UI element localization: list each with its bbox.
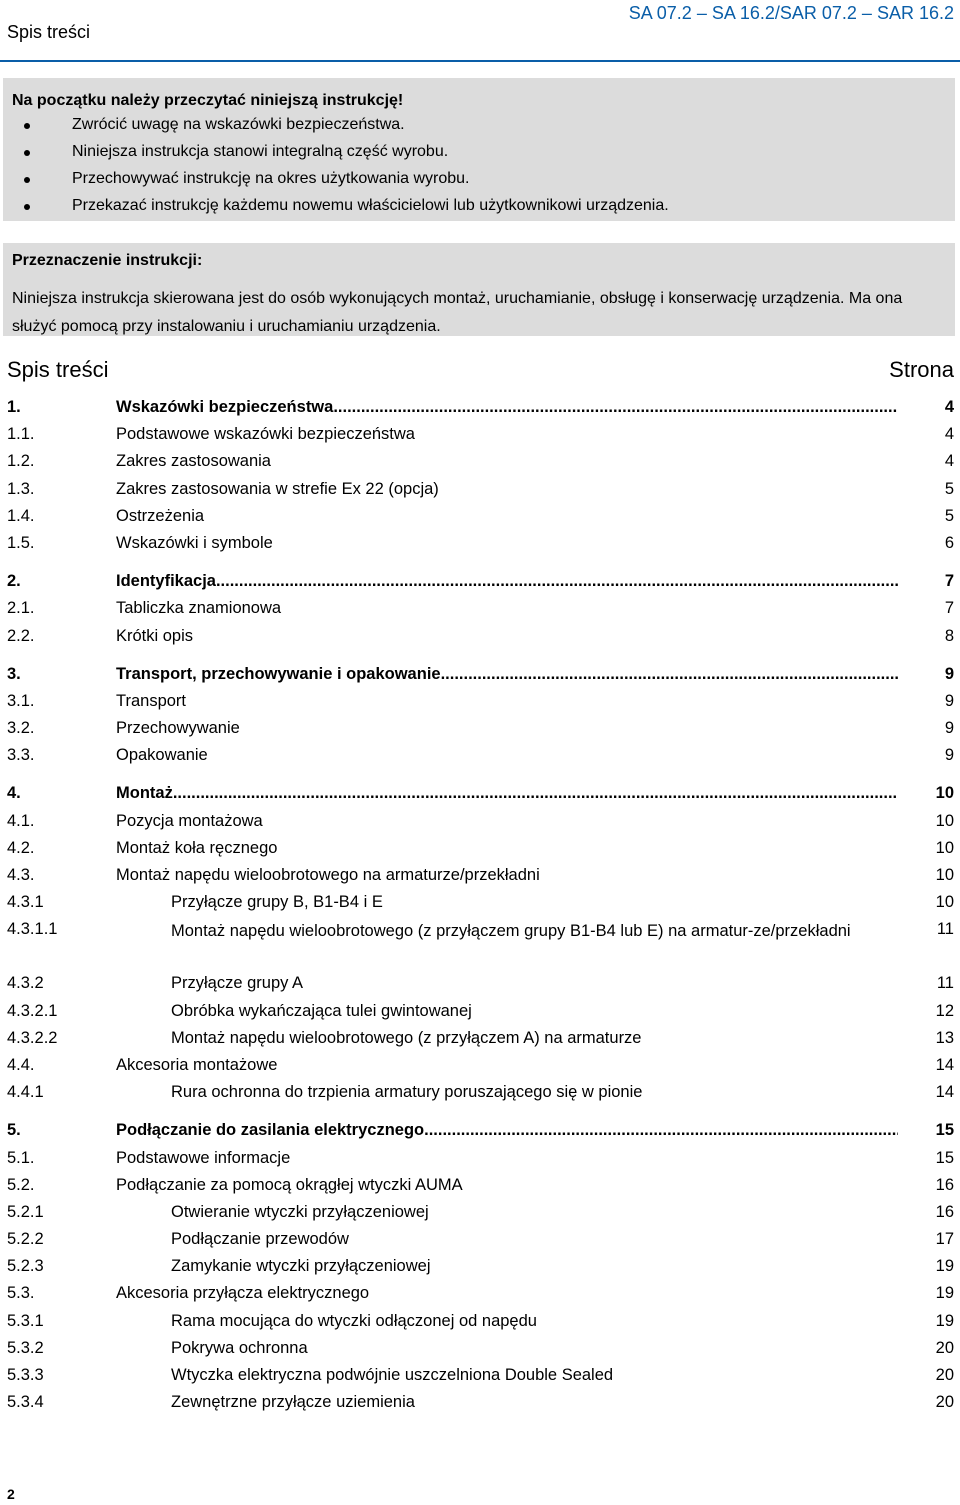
toc-entry-title: Zakres zastosowania w strefie Ex 22 (opcja) — [116, 479, 439, 498]
toc-entry-number: 5.3. — [7, 1284, 35, 1303]
toc-entry-row[interactable] — [0, 1230, 960, 1257]
toc-entry-page: 19 — [935, 1311, 954, 1330]
bullet-icon — [24, 150, 30, 156]
toc-entry-title: Otwieranie wtyczki przyłączeniowej — [171, 1202, 429, 1221]
toc-entry-page: 20 — [935, 1393, 954, 1412]
toc-entry-title: Wskazówki i symbole — [116, 533, 273, 552]
toc-entry-row[interactable] — [0, 1176, 960, 1203]
toc-chapter-row[interactable] — [0, 572, 960, 599]
toc-entry-number: 5.2.3 — [7, 1257, 44, 1276]
toc-entry-page: 11 — [936, 920, 954, 939]
toc-entry-row[interactable] — [0, 920, 960, 974]
toc-entry-number: 3. — [7, 664, 21, 683]
toc-entry-page: 15 — [935, 1148, 954, 1167]
toc-entry-page: 14 — [935, 1055, 954, 1074]
toc-entry-row[interactable] — [0, 1393, 960, 1420]
toc-entry-page: 10 — [935, 866, 954, 884]
toc-group-gap — [0, 561, 960, 572]
toc-entry-row[interactable] — [0, 746, 960, 773]
toc-entry-title: Wskazówki bezpieczeństwa ..... — [116, 398, 898, 417]
toc-entry-number: 4. — [7, 784, 21, 803]
toc-entry-page: 10 — [935, 893, 954, 912]
toc-entry-title: Zamykanie wtyczki przyłączeniowej — [171, 1257, 431, 1276]
toc-entry-title: Przyłącze grupy B, B1-B4 i E — [171, 893, 383, 912]
toc-entry-row[interactable] — [0, 1366, 960, 1393]
toc-entry-page: 7 — [944, 599, 954, 618]
toc-entry-page: 16 — [935, 1175, 954, 1194]
toc-entry-page: 7 — [944, 572, 954, 591]
purpose-title: Przeznaczenie instrukcji: — [12, 252, 203, 269]
toc-entry-page: 20 — [935, 1366, 954, 1384]
toc-entry-page: 9 — [944, 664, 954, 683]
toc-entry-number: 5.2. — [7, 1175, 35, 1194]
toc-entry-page: 20 — [935, 1338, 954, 1357]
toc-entry-number: 2.1. — [7, 599, 35, 618]
toc-entry-title: Tabliczka znamionowa — [116, 599, 282, 618]
toc-entry-number: 2.2. — [7, 626, 35, 645]
toc-entry-number: 1.2. — [7, 452, 35, 471]
toc-entry-number: 1.1. — [7, 425, 35, 444]
toc-entry-row[interactable] — [0, 452, 960, 479]
toc-entry-row[interactable] — [0, 1029, 960, 1056]
toc-entry-number: 5.2.1 — [7, 1202, 44, 1221]
toc-entry-number: 4.4. — [7, 1055, 35, 1074]
toc-entry-row[interactable] — [0, 1312, 960, 1339]
toc-entry-row[interactable] — [0, 839, 960, 866]
toc-entry-row[interactable] — [0, 893, 960, 920]
toc-entry-page: 10 — [935, 838, 954, 857]
toc-entry-title: Transport — [116, 691, 186, 710]
toc-entry-row[interactable] — [0, 1284, 960, 1311]
toc-entry-page: 16 — [935, 1202, 954, 1221]
toc-entry-page: 12 — [935, 1001, 954, 1020]
toc-entry-number: 5.1. — [7, 1148, 35, 1167]
toc-entry-number: 5.3.4 — [7, 1393, 44, 1412]
toc-entry-title: Rura ochronna do trzpienia armatury poruszającego się w pionie — [171, 1083, 643, 1102]
toc-entry-number: 4.3. — [7, 866, 35, 884]
toc-entry-page: 9 — [944, 691, 954, 710]
toc-entry-title: Zewnętrzne przyłącze uziemienia — [171, 1393, 415, 1412]
toc-entry-title: Podłączanie przewodów — [171, 1230, 349, 1249]
toc-entry-number: 3.1. — [7, 691, 35, 710]
toc-entry-row[interactable] — [0, 1203, 960, 1230]
toc-entry-title: Obróbka wykańczająca tulei gwintowanej — [171, 1001, 472, 1020]
toc-heading: Spis treści — [7, 357, 109, 382]
toc-entry-title: Przyłącze grupy A — [171, 974, 304, 993]
toc-entry-row[interactable] — [0, 480, 960, 507]
toc-entry-page: 17 — [935, 1230, 954, 1249]
toc-entry-title: Opakowanie — [116, 746, 208, 765]
toc-entry-title: Montaż napędu wieloobrotowego (z przyłączem grupy B1-B4 lub E) na armatur-ze/przekładni — [171, 922, 851, 941]
toc-entry-title: Akcesoria przyłącza elektrycznego — [116, 1284, 370, 1303]
toc-entry-number: 4.2. — [7, 838, 35, 857]
toc-group-gap — [0, 1110, 960, 1121]
toc-entry-title: Ostrzeżenia — [116, 506, 205, 525]
toc-entry-title: Wtyczka elektryczna podwójnie uszczelniona Double Sealed — [171, 1366, 614, 1384]
toc-entry-row[interactable] — [0, 1149, 960, 1176]
toc-entry-row[interactable] — [0, 1002, 960, 1029]
toc-entry-row[interactable] — [0, 425, 960, 452]
header-product-title: SA 07.2 – SA 16.2/SAR 07.2 – SAR 16.2 — [628, 3, 954, 23]
toc-entry-number: 5. — [7, 1121, 21, 1140]
header-section-title: Spis treści — [7, 22, 91, 42]
toc-chapter-row[interactable] — [0, 1121, 960, 1148]
notice-title: Na początku należy przeczytać niniejszą instrukcję! — [12, 92, 404, 109]
toc-entry-number: 1. — [7, 398, 21, 416]
toc-header — [0, 357, 960, 387]
toc-entry-page: 5 — [944, 479, 954, 498]
toc-entry-page: 10 — [935, 784, 954, 803]
table-of-contents — [0, 398, 960, 1420]
toc-entry-row[interactable] — [0, 1056, 960, 1083]
bullet-icon — [24, 177, 30, 183]
toc-page-heading: Strona — [889, 357, 954, 382]
toc-entry-row[interactable] — [0, 599, 960, 626]
toc-entry-page: 9 — [944, 719, 954, 738]
toc-entry-number: 5.3.3 — [7, 1366, 44, 1384]
page-number: 2 — [7, 1486, 15, 1502]
toc-entry-number: 4.3.2.1 — [7, 1001, 58, 1020]
toc-entry-page: 14 — [935, 1083, 954, 1102]
toc-entry-row[interactable] — [0, 534, 960, 561]
toc-entry-title: Transport, przechowywanie i opakowanie ..... — [116, 665, 898, 684]
toc-entry-title: Podłączanie do zasilania elektrycznego ..... — [116, 1121, 898, 1140]
toc-entry-page: 5 — [944, 506, 954, 525]
toc-entry-number: 5.2.2 — [7, 1230, 44, 1249]
toc-entry-row[interactable] — [0, 719, 960, 746]
toc-entry-title: Montaż koła ręcznego — [116, 838, 278, 857]
toc-entry-page: 19 — [935, 1284, 954, 1303]
notice-box: Na początku należy przeczytać niniejszą instrukcję! Zwrócić uwagę na wskazówki bezpieczeństwa. Niniejsza instrukcja stanowi integralną część wyrobu. Przechowywać instrukcję na okres użytkowania wyrobu. Przekazać instrukcję każdemu nowemu właścicielowi lub użytkownikowi urządzenia. — [3, 78, 955, 221]
toc-entry-row[interactable] — [0, 866, 960, 893]
toc-entry-row[interactable] — [0, 1083, 960, 1110]
toc-entry-number: 4.3.2.2 — [7, 1028, 58, 1047]
page-header — [0, 0, 960, 62]
bullet-icon — [24, 204, 30, 210]
purpose-box — [3, 243, 955, 336]
toc-entry-row[interactable] — [0, 507, 960, 534]
toc-entry-title: Zakres zastosowania — [116, 452, 271, 471]
toc-entry-row[interactable] — [0, 1257, 960, 1284]
toc-entry-page: 13 — [935, 1028, 954, 1047]
toc-entry-title: Podłączanie za pomocą okrągłej wtyczki AUMA — [116, 1175, 463, 1194]
toc-chapter-row[interactable] — [0, 398, 960, 425]
toc-entry-page: 8 — [944, 626, 954, 645]
toc-entry-number: 3.2. — [7, 719, 35, 738]
toc-entry-page: 4 — [944, 398, 954, 416]
toc-chapter-row[interactable] — [0, 665, 960, 692]
toc-entry-number: 4.3.2 — [7, 974, 44, 993]
bullet-icon — [24, 123, 30, 129]
toc-entry-title: Pokrywa ochronna — [171, 1338, 308, 1357]
toc-entry-number: 1.4. — [7, 506, 35, 525]
toc-entry-number: 1.3. — [7, 479, 35, 498]
toc-entry-number: 2. — [7, 572, 21, 591]
toc-entry-number: 5.3.2 — [7, 1338, 44, 1357]
toc-entry-row[interactable] — [0, 1339, 960, 1366]
toc-entry-number: 3.3. — [7, 746, 35, 765]
toc-entry-page: 19 — [935, 1257, 954, 1276]
toc-entry-row[interactable] — [0, 974, 960, 1001]
toc-entry-page: 15 — [935, 1121, 954, 1140]
toc-entry-page: 6 — [944, 533, 954, 552]
toc-entry-title: Identyfikacja ..... — [116, 572, 898, 591]
toc-chapter-row[interactable] — [0, 784, 960, 811]
header-divider — [0, 60, 960, 62]
toc-entry-title: Podstawowe wskazówki bezpieczeństwa — [116, 425, 415, 444]
toc-entry-title: Przechowywanie — [116, 719, 240, 738]
toc-entry-title: Montaż napędu wieloobrotowego na armaturze/przekładni — [116, 866, 540, 884]
toc-entry-number: 4.3.1 — [7, 893, 44, 912]
toc-entry-number: 1.5. — [7, 533, 35, 552]
toc-entry-number: 4.3.1.1 — [7, 920, 58, 939]
toc-entry-number: 5.3.1 — [7, 1311, 44, 1330]
toc-entry-number: 4.4.1 — [7, 1083, 44, 1102]
toc-group-gap — [0, 654, 960, 665]
toc-entry-title: Montaż napędu wieloobrotowego (z przyłączem A) na armaturze — [171, 1028, 642, 1047]
toc-entry-page: 4 — [944, 452, 954, 471]
toc-entry-row[interactable] — [0, 812, 960, 839]
toc-entry-row[interactable] — [0, 692, 960, 719]
toc-entry-title: Rama mocująca do wtyczki odłączonej od napędu — [171, 1311, 537, 1330]
toc-entry-title: Krótki opis — [116, 626, 194, 645]
purpose-body: Niniejsza instrukcja skierowana jest do osób wykonujących montaż, uruchamianie, obsługę i konserwację urządzenia. Ma ona służyć pomocą przy instalowaniu i uruchamianiu urządzenia. — [12, 290, 903, 335]
toc-entry-page: 4 — [944, 425, 954, 444]
toc-entry-title: Podstawowe informacje — [116, 1148, 291, 1167]
toc-entry-page: 11 — [936, 974, 954, 993]
toc-entry-number: 4.1. — [7, 811, 35, 830]
toc-entry-row[interactable] — [0, 627, 960, 654]
toc-entry-title: Akcesoria montażowe — [116, 1055, 278, 1074]
toc-entry-title: Montaż ..... — [116, 784, 898, 803]
toc-entry-page: 9 — [944, 746, 954, 765]
toc-entry-title: Pozycja montażowa — [116, 811, 263, 830]
toc-entry-page: 10 — [935, 811, 954, 830]
toc-group-gap — [0, 773, 960, 784]
